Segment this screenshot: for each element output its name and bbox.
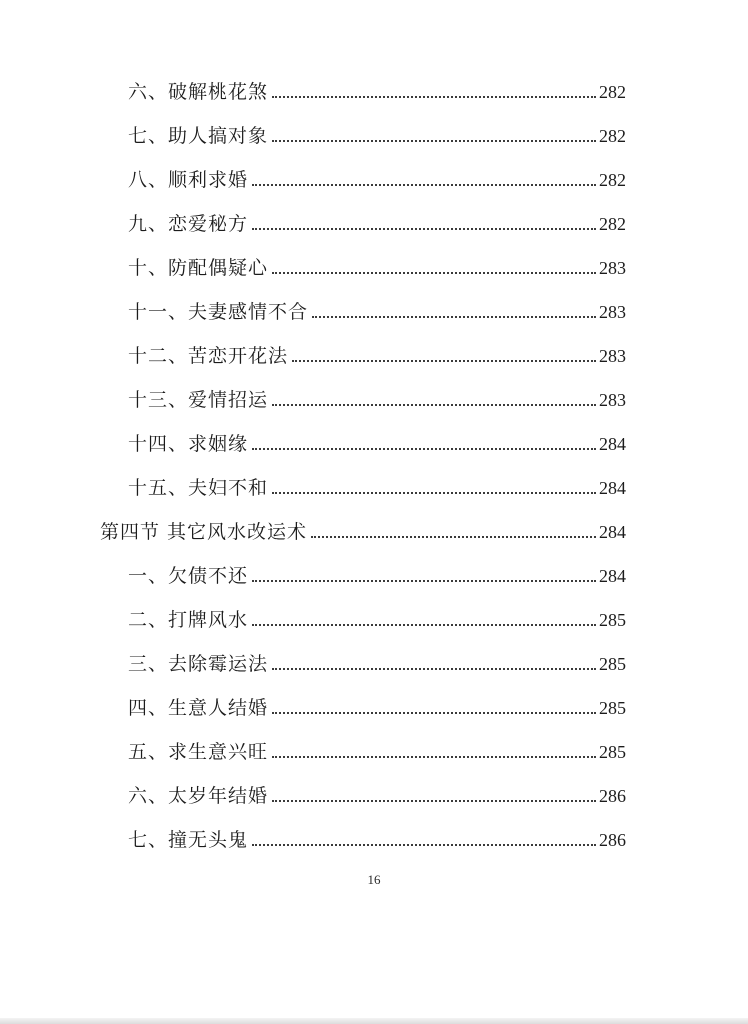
toc-entry[interactable] [0,458,748,502]
toc-entry-title: 二、打牌风水 [128,609,249,631]
toc-entry-page-number: 283 [599,390,626,410]
toc-entry[interactable] [0,414,748,458]
toc-entry-title: 九、恋爱秘方 [128,213,249,235]
toc-entry[interactable] [0,370,748,414]
toc-entry[interactable] [0,62,748,106]
toc-dot-leader [252,844,596,846]
toc-entry-title: 七、撞无头鬼 [128,829,249,851]
toc-entry-title: 七、助人搞对象 [128,125,269,147]
toc-dot-leader [272,800,596,802]
toc-entry-page-number: 285 [599,742,626,762]
toc-entry-page-number: 284 [599,478,626,498]
toc-entry-page-number: 285 [599,610,626,630]
toc-dot-leader [272,668,596,670]
toc-entry-page-number: 284 [599,566,626,586]
toc-entry-title: 第四节 其它风水改运术 [100,521,308,543]
toc-entry-title: 六、破解桃花煞 [128,81,269,103]
toc-entry[interactable] [0,150,748,194]
toc-entry[interactable] [0,238,748,282]
toc-entry-title: 十五、夫妇不和 [128,477,269,499]
toc-dot-leader [272,140,596,142]
toc-dot-leader [252,184,596,186]
toc-dot-leader [272,272,596,274]
toc-dot-leader [252,228,596,230]
toc-entry[interactable] [0,810,748,854]
toc-dot-leader [252,624,596,626]
toc-entry-title: 十三、爱情招运 [128,389,269,411]
toc-dot-leader [312,316,596,318]
toc-entry-page-number: 286 [599,786,626,806]
page-number: 16 [367,872,381,887]
toc-entry[interactable] [0,678,748,722]
toc-entry[interactable] [0,106,748,150]
toc-entry-title: 十一、夫妻感情不合 [128,301,309,323]
toc-entry-page-number: 282 [599,82,626,102]
toc-dot-leader [272,712,596,714]
toc-entry[interactable] [0,194,748,238]
toc-section-entry[interactable] [0,502,748,546]
toc-entry-page-number: 284 [599,434,626,454]
toc-entry[interactable] [0,546,748,590]
toc-dot-leader [252,580,596,582]
toc-entry-page-number: 286 [599,830,626,850]
scan-edge-shadow [0,1018,748,1024]
toc-dot-leader [311,536,596,538]
toc-dot-leader [272,756,596,758]
toc-entry-title: 五、求生意兴旺 [128,741,269,763]
toc-dot-leader [292,360,596,362]
toc-entry[interactable] [0,766,748,810]
toc-dot-leader [272,492,596,494]
toc-entry-page-number: 285 [599,654,626,674]
toc-entry-page-number: 282 [599,214,626,234]
toc-entry[interactable] [0,722,748,766]
toc-entry-title: 十四、求姻缘 [128,433,249,455]
toc-entry-title: 八、顺利求婚 [128,169,249,191]
toc-entry[interactable] [0,282,748,326]
toc-entry-page-number: 285 [599,698,626,718]
toc-entry-page-number: 282 [599,126,626,146]
toc-entry-page-number: 283 [599,302,626,322]
toc-entry-title: 六、太岁年结婚 [128,785,269,807]
table-of-contents [0,62,748,854]
toc-entry-title: 十、防配偶疑心 [128,257,269,279]
toc-dot-leader [252,448,596,450]
toc-entry[interactable] [0,590,748,634]
toc-entry[interactable] [0,634,748,678]
toc-entry-page-number: 283 [599,258,626,278]
toc-dot-leader [272,96,596,98]
toc-entry-title: 一、欠债不还 [128,565,249,587]
toc-entry-title: 四、生意人结婚 [128,697,269,719]
toc-entry-page-number: 282 [599,170,626,190]
toc-dot-leader [272,404,596,406]
toc-entry-page-number: 284 [599,522,626,542]
toc-entry-title: 三、去除霉运法 [128,653,269,675]
toc-entry-page-number: 283 [599,346,626,366]
toc-entry-title: 十二、苦恋开花法 [128,345,289,367]
toc-entry[interactable] [0,326,748,370]
